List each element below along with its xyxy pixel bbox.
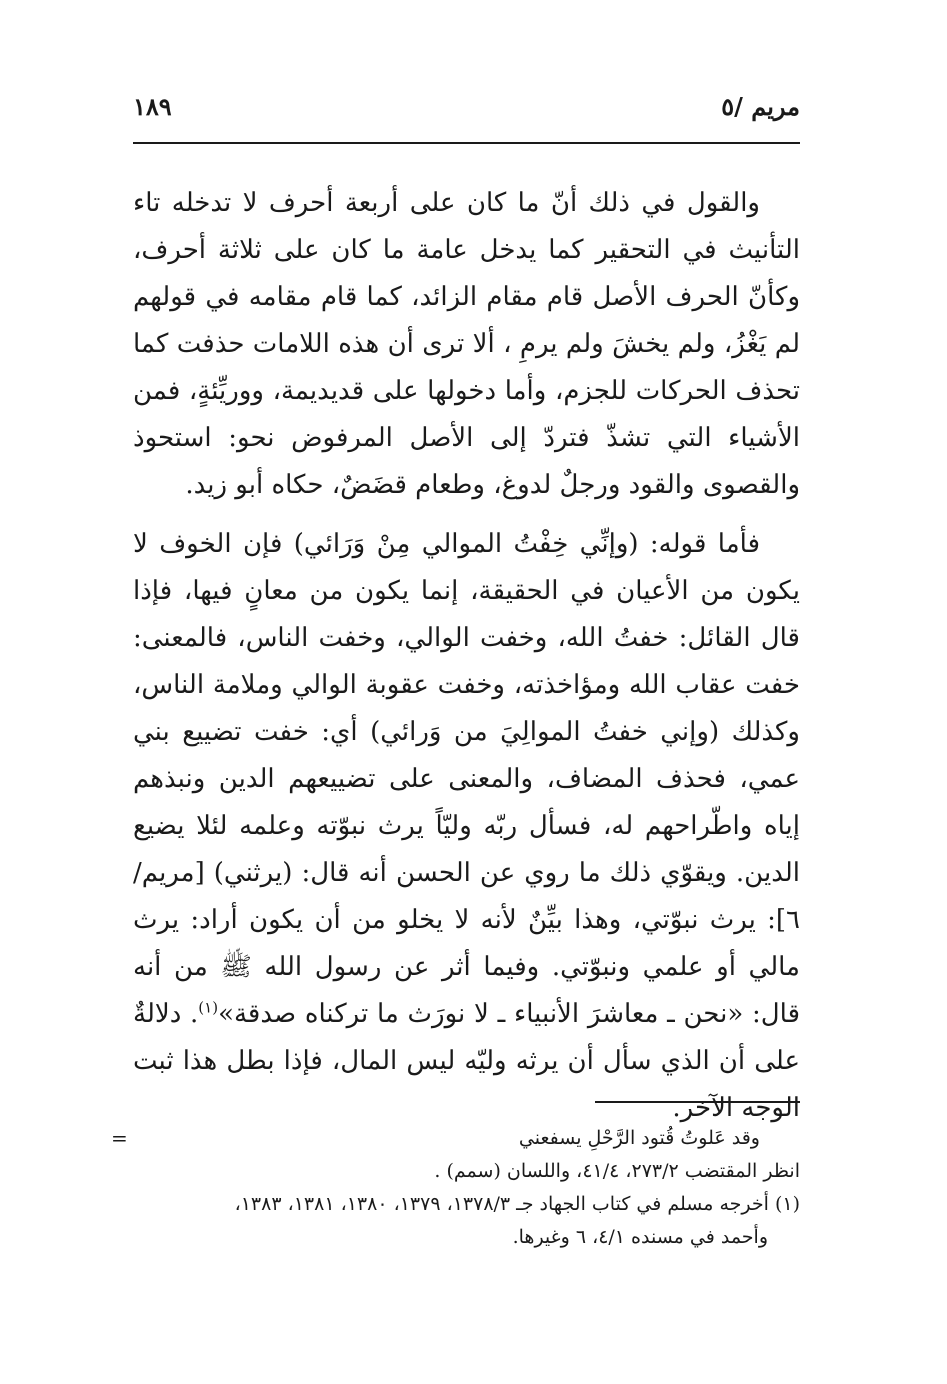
- header-rule: [133, 142, 800, 144]
- footnote-1-line-1: (١) أخرجه مسلم في كتاب الجهاد جـ ١٣٧٨/٣، ١٣٧٩، ١٣٨٠، ١٣٨١، ١٣٨٣،: [234, 1193, 800, 1215]
- page-number: ١٨٩: [133, 92, 172, 121]
- footnote-verse: وقد عَلوتُ قُتود الرَّحْلِ يسفعني: [518, 1127, 760, 1149]
- main-text: [133, 180, 800, 1132]
- footnote-source: انظر المقتضب ٢٧٣/٢، ٤١/٤، واللسان (سمم) .: [434, 1160, 800, 1182]
- paragraph-2: [133, 521, 800, 1132]
- footnote-1-line-2: وأحمد في مسنده ٤/١، ٦ وغيرها.: [512, 1226, 768, 1248]
- paragraph-2-main: فأما قوله: (وإنِّي خِفْتُ الموالي مِنْ وَرَائي) فإن الخوف لا يكون من الأعيان في الحقيقة، إنما يكون من معانٍ فيها، فإذا قال القائل: خفتُ الله، وخفت الوالي، وخفت الناس، فالمعنى: خفت عقاب الله ومؤاخذته، وخفت عقوبة الوالي وملامة الناس، وكذلك (وإني خفتُ الموالِيَ من وَرائي) أي: خفت تضييع بني عمي، فحذف المضاف، والمعنى على تضييعهم الدين ونبذهم إياه واطّراحهم له، فسأل ربّه وليّاً يرث نبوّته وعلمه لئلا يضيع الدين. ويقوّي ذلك ما روي عن الحسن أنه قال: (يرثني) [مريم/٦]: يرث نبوّتي، وهذا بيِّنٌ لأنه لا يخلو من أن يكون أراد: يرث مالي أو علمي ونبوّتي. وفيما أثر عن رسول الله ﷺ من أنه قال: «نحن ـ معاشرَ الأنبياء ـ لا نورَث ما تركناه صدقة»: [133, 529, 801, 1029]
- paragraph-2-end: . دلالةٌ على أن الذي سأل أن يرثه وليّه ليس المال، فإذا بطل هذا ثبت الوجه الآخر.: [133, 999, 800, 1123]
- paragraph-1: والقول في ذلك أنّ ما كان على أربعة أحرف لا تدخله تاء التأنيث في التحقير كما يدخل عامة ما كان على ثلاثة أحرف، وكأنّ الحرف الأصل قام مقام الزائد، كما قام مقامه في قولهم لم يَغْزُ، ولم يخشَ ولم يرمِ ، ألا ترى أن هذه اللامات حذفت كما تحذف الحركات للجزم، وأما دخولها على قديديمة، ووريِّئةٍ، فمن الأشياء التي تشذّ فتردّ إلى الأصل المرفوض نحو: استحوذ والقصوى والقود ورجلٌ لدوغ، وطعام قضَضٌ، حكاه أبو زيد.: [133, 188, 800, 500]
- continuation-mark: =: [111, 1126, 128, 1150]
- page-header: [133, 92, 800, 140]
- footnote-reference: (١): [198, 998, 219, 1017]
- footnotes: [111, 1122, 800, 1254]
- running-title: مريم /٥: [721, 92, 800, 121]
- footnote-rule: [595, 1101, 800, 1103]
